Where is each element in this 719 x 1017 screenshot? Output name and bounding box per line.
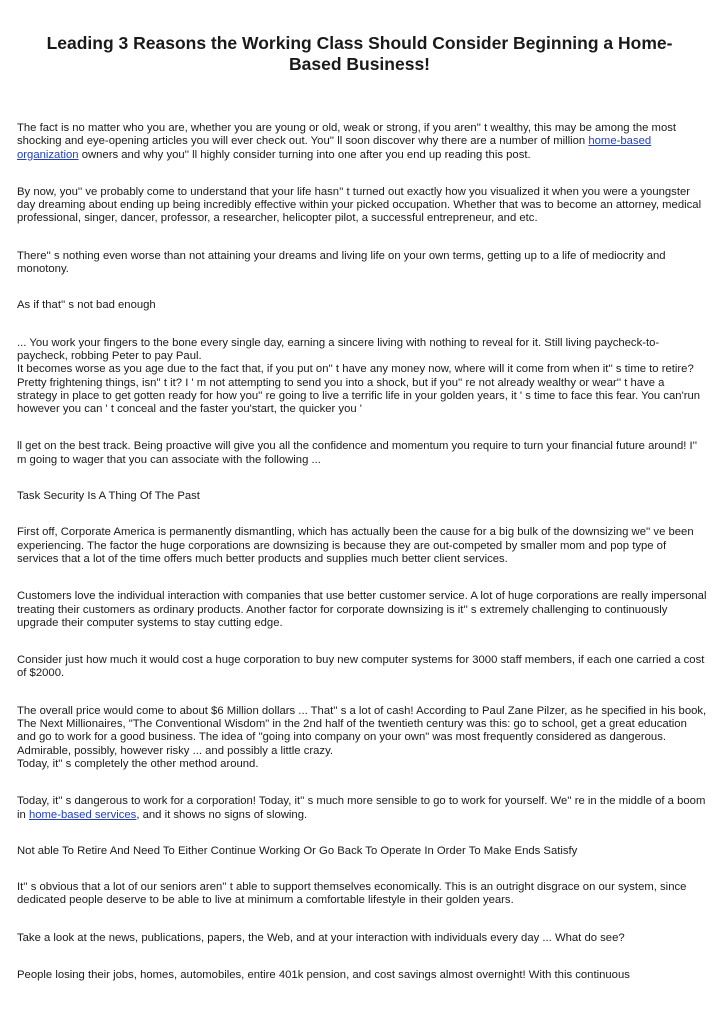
paragraph: ll get on the best track. Being proactive will give you all the confidence and momentum you require to turn your financial future around! I'' m going to wager that you can associate with the following ... — [17, 440, 697, 466]
paragraph: There'' s nothing even worse than not attaining your dreams and living life on your own terms, getting up to a life of mediocrity and monotony. — [17, 249, 666, 276]
paragraph-text: ... You work your fingers to the bone every single day, earning a sincere living with nothing to reveal for it. Still living paycheck-to-paycheck, robbing Peter to pay Paul. — [17, 336, 660, 362]
paragraph-text: , and it shows no signs of slowing. — [136, 808, 308, 821]
paragraph: By now, you'' ve probably come to understand that your life hasn'' t turned out exactly how you visualized it when you were a youngster day dreaming about ending up being incredibly effective within your picked occupation. Whether that was to become an attorney, medical professional, singer, dancer, professor, a researcher, helicopter pilot, a successful entrepreneur, and etc. — [17, 185, 702, 225]
section-heading: Not able To Retire And Need To Either Continue Working Or Go Back To Operate In Order To Make Ends Satisfy — [17, 844, 578, 857]
document-body — [17, 122, 707, 982]
paragraph-text: The overall price would come to about $6 Million dollars ... That'' s a lot of cash! According to Paul Zane Pilzer, as he specified in his book, The Next Millionaires, "The Conventional Wisdom" in the 2nd half of the twentieth century was this: go to school, get a great education and go to work for a good business. The idea of "going into company on your own" was most frequently considered as dangerous. Admirable, possibly, however risky ... and possibly a little crazy. — [17, 704, 707, 757]
paragraph: Consider just how much it would cost a huge corporation to buy new computer systems for 3000 staff members, if each one carried a cost of $2000. — [17, 654, 705, 680]
paragraph-text: Today, it'' s completely the other method around. — [17, 757, 259, 770]
paragraph: As if that'' s not bad enough — [17, 299, 156, 312]
paragraph: It'' s obvious that a lot of our seniors aren'' t able to support themselves economically. This is an outright disgrace on our system, since dedicated people deserve to be able to live at minimum a comfortable lifestyle in their golden years. — [17, 881, 687, 907]
paragraph — [17, 795, 707, 822]
paragraph: People losing their jobs, homes, automobiles, entire 401k pension, and cost savings almost overnight! With this continuous — [17, 968, 630, 981]
paragraph: Take a look at the news, publications, papers, the Web, and at your interaction with individuals every day ... What do see? — [17, 931, 625, 944]
paragraph: First off, Corporate America is permanently dismantling, which has actually been the cause for a big bulk of the downsizing we'' ve been experiencing. The factor the huge corporations are downsizing is because they are out-competed by smaller mom and pop type of services that a lot of the time offers much better products and supplies much better client services. — [17, 526, 694, 565]
home-based-services-link[interactable]: home-based services — [28, 808, 137, 821]
document-title: Leading 3 Reasons the Working Class Should Consider Beginning a Home-Based Business! — [46, 33, 673, 74]
home-based-organization-link[interactable]: home-based organization — [17, 135, 652, 161]
paragraph — [17, 705, 707, 771]
paragraph-text: owners and why you'' ll highly consider turning into one after you end up reading this post. — [78, 148, 531, 161]
paragraph-text: Today, it'' s dangerous to work for a corporation! Today, it'' s much more sensible to go to work for yourself. We'' re in the middle of a boom in — [17, 795, 706, 821]
paragraph — [17, 337, 707, 417]
paragraph-text: The fact is no matter who you are, whether you are young or old, weak or strong, if you aren'' t wealthy, this may be among the most shocking and eye-opening articles you will ever check out. You'' ll soon discover why there are a number of million — [17, 122, 677, 148]
paragraph: Customers love the individual interaction with companies that use better customer service. A lot of huge corporations are really impersonal treating their customers as ordinary products. Another factor for corporate downsizing is it'' s extremely challenging to continuously upgrade their computer systems to stay cutting edge. — [17, 590, 707, 629]
section-heading: Task Security Is A Thing Of The Past — [17, 490, 200, 503]
paragraph — [17, 122, 707, 162]
paragraph-text: It becomes worse as you age due to the fact that, if you put on'' t have any money now, where will it come from when it'' s time to retire? Pretty frightening things, isn'' t it? I ' m not attempting to send you into a shock, but if you'' re not already wealthy or wear'' t have a strategy in place to get gotten ready for how you'' re going to live a terrific life in your golden years, it ' s time to face this fear. You can'run however you can ' t conceal and the faster you'start, the quicker you ' — [17, 363, 701, 416]
